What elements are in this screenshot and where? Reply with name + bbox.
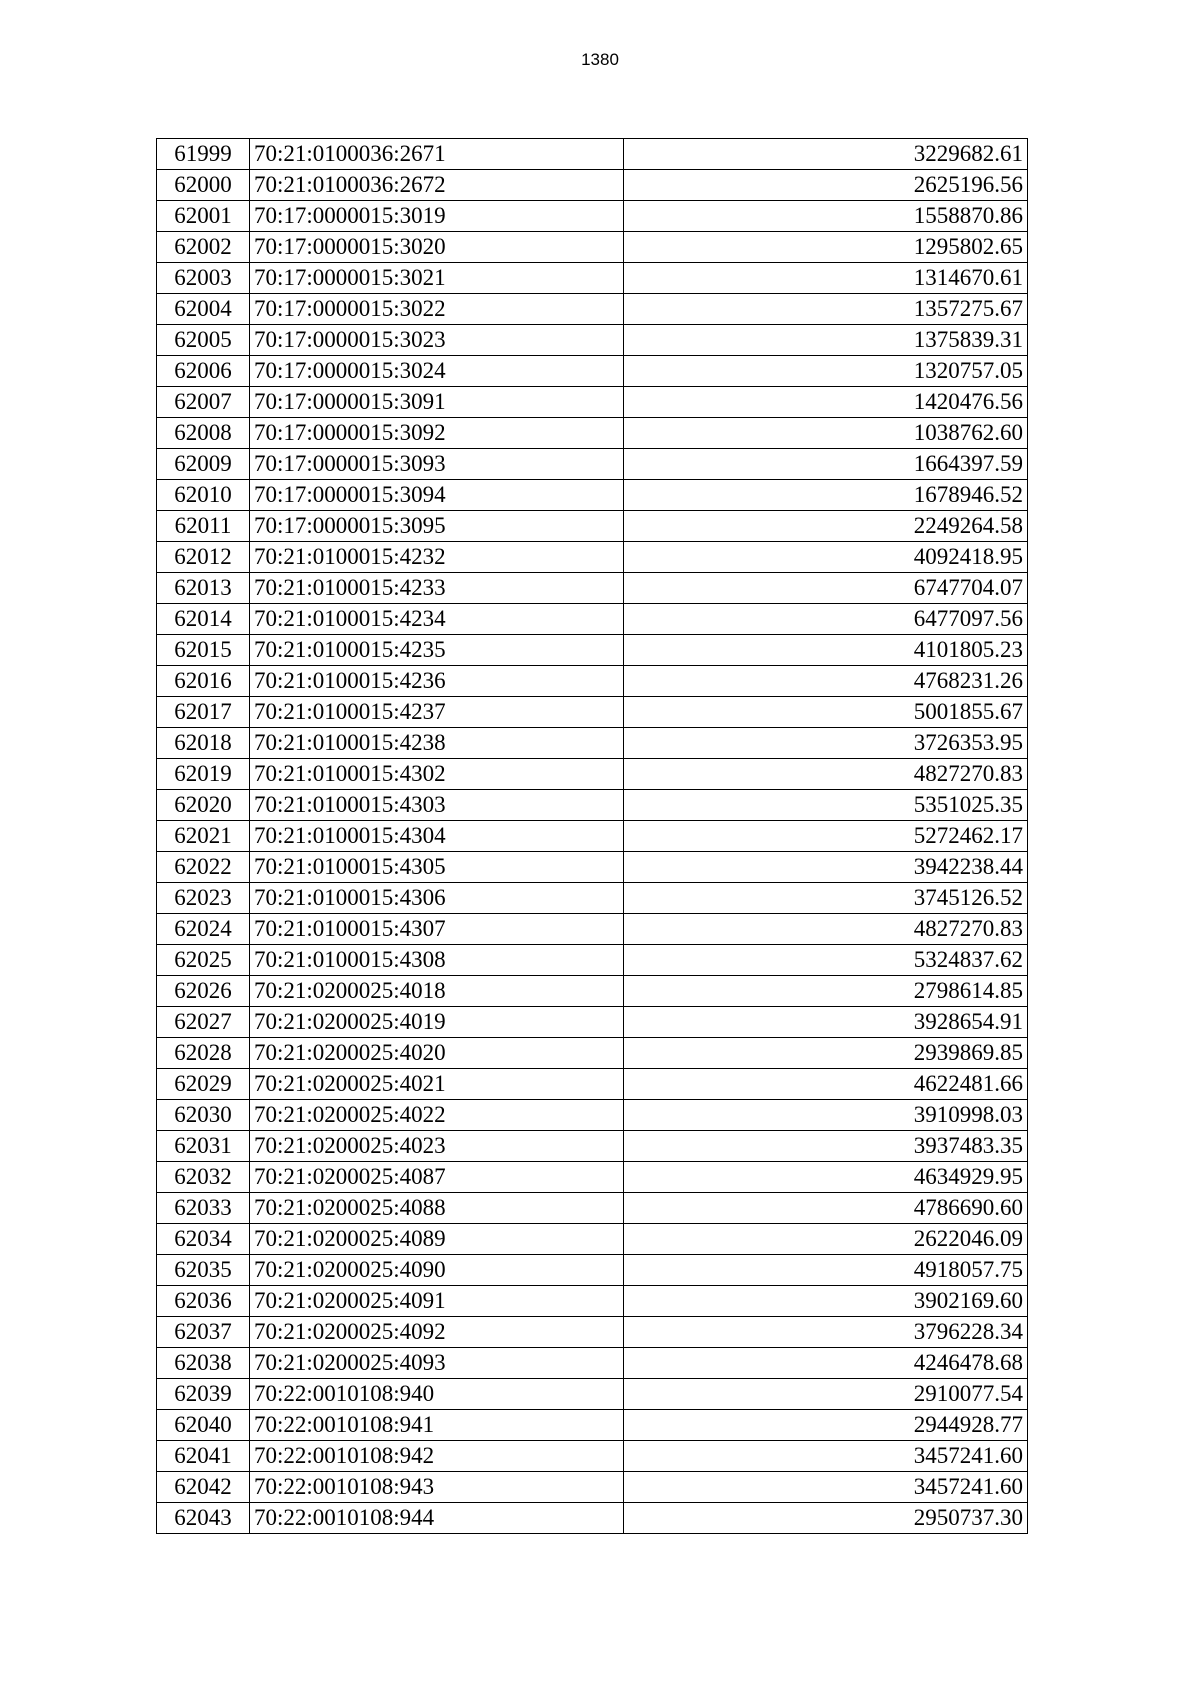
row-number-cell: 62023 bbox=[157, 883, 250, 914]
cadastral-number-cell: 70:21:0100036:2672 bbox=[250, 170, 624, 201]
cadastral-value-cell: 4786690.60 bbox=[624, 1193, 1028, 1224]
cadastral-number-cell: 70:21:0100015:4308 bbox=[250, 945, 624, 976]
cadastral-value-cell: 1420476.56 bbox=[624, 387, 1028, 418]
cadastral-number-cell: 70:21:0100015:4233 bbox=[250, 573, 624, 604]
cadastral-number-cell: 70:17:0000015:3020 bbox=[250, 232, 624, 263]
table-row bbox=[157, 1317, 1028, 1348]
row-number-cell: 62024 bbox=[157, 914, 250, 945]
row-number-cell: 62003 bbox=[157, 263, 250, 294]
cadastral-number-cell: 70:21:0100015:4234 bbox=[250, 604, 624, 635]
table-row bbox=[157, 1503, 1028, 1534]
cadastral-value-cell: 1038762.60 bbox=[624, 418, 1028, 449]
table-row bbox=[157, 604, 1028, 635]
table-row bbox=[157, 914, 1028, 945]
cadastral-number-cell: 70:21:0200025:4021 bbox=[250, 1069, 624, 1100]
row-number-cell: 62017 bbox=[157, 697, 250, 728]
table-row bbox=[157, 449, 1028, 480]
table-row bbox=[157, 945, 1028, 976]
cadastral-number-cell: 70:21:0100015:4306 bbox=[250, 883, 624, 914]
cadastral-value-cell: 2798614.85 bbox=[624, 976, 1028, 1007]
table-row bbox=[157, 635, 1028, 666]
cadastral-number-cell: 70:21:0100036:2671 bbox=[250, 139, 624, 170]
cadastral-number-cell: 70:21:0100015:4307 bbox=[250, 914, 624, 945]
cadastral-value-cell: 3726353.95 bbox=[624, 728, 1028, 759]
table-row bbox=[157, 976, 1028, 1007]
table-row bbox=[157, 1286, 1028, 1317]
cadastral-value-cell: 1314670.61 bbox=[624, 263, 1028, 294]
row-number-cell: 62000 bbox=[157, 170, 250, 201]
cadastral-value-cell: 4918057.75 bbox=[624, 1255, 1028, 1286]
row-number-cell: 62010 bbox=[157, 480, 250, 511]
cadastral-number-cell: 70:21:0200025:4022 bbox=[250, 1100, 624, 1131]
cadastral-value-cell: 5324837.62 bbox=[624, 945, 1028, 976]
cadastral-number-cell: 70:21:0200025:4018 bbox=[250, 976, 624, 1007]
row-number-cell: 62028 bbox=[157, 1038, 250, 1069]
row-number-cell: 62025 bbox=[157, 945, 250, 976]
row-number-cell: 62040 bbox=[157, 1410, 250, 1441]
table-row bbox=[157, 573, 1028, 604]
cadastral-number-cell: 70:22:0010108:940 bbox=[250, 1379, 624, 1410]
table-row bbox=[157, 480, 1028, 511]
cadastral-number-cell: 70:17:0000015:3023 bbox=[250, 325, 624, 356]
row-number-cell: 62039 bbox=[157, 1379, 250, 1410]
row-number-cell: 62012 bbox=[157, 542, 250, 573]
cadastral-number-cell: 70:21:0100015:4236 bbox=[250, 666, 624, 697]
row-number-cell: 62002 bbox=[157, 232, 250, 263]
cadastral-number-cell: 70:21:0200025:4089 bbox=[250, 1224, 624, 1255]
table-row bbox=[157, 1224, 1028, 1255]
row-number-cell: 62008 bbox=[157, 418, 250, 449]
cadastral-number-cell: 70:17:0000015:3095 bbox=[250, 511, 624, 542]
table-row bbox=[157, 759, 1028, 790]
table-row bbox=[157, 697, 1028, 728]
row-number-cell: 62004 bbox=[157, 294, 250, 325]
cadastral-number-cell: 70:17:0000015:3022 bbox=[250, 294, 624, 325]
table-row bbox=[157, 139, 1028, 170]
table-row bbox=[157, 325, 1028, 356]
row-number-cell: 62014 bbox=[157, 604, 250, 635]
row-number-cell: 62038 bbox=[157, 1348, 250, 1379]
cadastral-value-cell: 3796228.34 bbox=[624, 1317, 1028, 1348]
cadastral-value-cell: 1295802.65 bbox=[624, 232, 1028, 263]
row-number-cell: 62005 bbox=[157, 325, 250, 356]
row-number-cell: 62006 bbox=[157, 356, 250, 387]
cadastral-value-cell: 2910077.54 bbox=[624, 1379, 1028, 1410]
cadastral-number-cell: 70:21:0100015:4305 bbox=[250, 852, 624, 883]
table-row bbox=[157, 1472, 1028, 1503]
table-row bbox=[157, 821, 1028, 852]
table-row bbox=[157, 418, 1028, 449]
cadastral-value-cell: 5001855.67 bbox=[624, 697, 1028, 728]
cadastral-value-cell: 3457241.60 bbox=[624, 1472, 1028, 1503]
cadastral-value-cell: 1558870.86 bbox=[624, 201, 1028, 232]
row-number-cell: 62034 bbox=[157, 1224, 250, 1255]
table-row bbox=[157, 666, 1028, 697]
cadastral-value-cell: 2944928.77 bbox=[624, 1410, 1028, 1441]
cadastral-value-cell: 2950737.30 bbox=[624, 1503, 1028, 1534]
cadastral-number-cell: 70:21:0100015:4238 bbox=[250, 728, 624, 759]
cadastral-number-cell: 70:21:0200025:4091 bbox=[250, 1286, 624, 1317]
row-number-cell: 62033 bbox=[157, 1193, 250, 1224]
row-number-cell: 62029 bbox=[157, 1069, 250, 1100]
cadastral-value-cell: 2939869.85 bbox=[624, 1038, 1028, 1069]
cadastral-number-cell: 70:21:0200025:4093 bbox=[250, 1348, 624, 1379]
table-row bbox=[157, 1441, 1028, 1472]
cadastral-value-cell: 1357275.67 bbox=[624, 294, 1028, 325]
cadastral-number-cell: 70:21:0100015:4304 bbox=[250, 821, 624, 852]
cadastral-value-cell: 3457241.60 bbox=[624, 1441, 1028, 1472]
cadastral-value-cell: 3902169.60 bbox=[624, 1286, 1028, 1317]
cadastral-value-cell: 5351025.35 bbox=[624, 790, 1028, 821]
cadastral-number-cell: 70:21:0100015:4303 bbox=[250, 790, 624, 821]
cadastral-value-cell: 3937483.35 bbox=[624, 1131, 1028, 1162]
cadastral-number-cell: 70:22:0010108:943 bbox=[250, 1472, 624, 1503]
table-row bbox=[157, 883, 1028, 914]
cadastral-number-cell: 70:21:0100015:4237 bbox=[250, 697, 624, 728]
row-number-cell: 61999 bbox=[157, 139, 250, 170]
table-row bbox=[157, 263, 1028, 294]
cadastral-value-cell: 2249264.58 bbox=[624, 511, 1028, 542]
cadastral-number-cell: 70:21:0100015:4302 bbox=[250, 759, 624, 790]
cadastral-number-cell: 70:17:0000015:3091 bbox=[250, 387, 624, 418]
table-row bbox=[157, 542, 1028, 573]
table-row bbox=[157, 1038, 1028, 1069]
cadastral-value-cell: 3745126.52 bbox=[624, 883, 1028, 914]
cadastral-value-cell: 1375839.31 bbox=[624, 325, 1028, 356]
cadastral-value-cell: 4827270.83 bbox=[624, 759, 1028, 790]
cadastral-value-cell: 3910998.03 bbox=[624, 1100, 1028, 1131]
row-number-cell: 62036 bbox=[157, 1286, 250, 1317]
cadastral-value-table bbox=[156, 138, 1028, 1534]
cadastral-value-cell: 6747704.07 bbox=[624, 573, 1028, 604]
cadastral-value-cell: 6477097.56 bbox=[624, 604, 1028, 635]
table-row bbox=[157, 1100, 1028, 1131]
row-number-cell: 62013 bbox=[157, 573, 250, 604]
cadastral-value-cell: 1664397.59 bbox=[624, 449, 1028, 480]
cadastral-value-cell: 5272462.17 bbox=[624, 821, 1028, 852]
cadastral-number-cell: 70:21:0200025:4088 bbox=[250, 1193, 624, 1224]
table-row bbox=[157, 170, 1028, 201]
cadastral-number-cell: 70:21:0200025:4092 bbox=[250, 1317, 624, 1348]
cadastral-number-cell: 70:17:0000015:3094 bbox=[250, 480, 624, 511]
row-number-cell: 62043 bbox=[157, 1503, 250, 1534]
table-row bbox=[157, 1255, 1028, 1286]
row-number-cell: 62032 bbox=[157, 1162, 250, 1193]
row-number-cell: 62015 bbox=[157, 635, 250, 666]
cadastral-number-cell: 70:17:0000015:3024 bbox=[250, 356, 624, 387]
table-row bbox=[157, 294, 1028, 325]
row-number-cell: 62026 bbox=[157, 976, 250, 1007]
cadastral-number-cell: 70:22:0010108:944 bbox=[250, 1503, 624, 1534]
row-number-cell: 62016 bbox=[157, 666, 250, 697]
table-row bbox=[157, 201, 1028, 232]
row-number-cell: 62020 bbox=[157, 790, 250, 821]
table-row bbox=[157, 1379, 1028, 1410]
table-row bbox=[157, 1410, 1028, 1441]
cadastral-number-cell: 70:17:0000015:3021 bbox=[250, 263, 624, 294]
row-number-cell: 62019 bbox=[157, 759, 250, 790]
cadastral-number-cell: 70:21:0200025:4019 bbox=[250, 1007, 624, 1038]
cadastral-value-cell: 2625196.56 bbox=[624, 170, 1028, 201]
row-number-cell: 62037 bbox=[157, 1317, 250, 1348]
table-row bbox=[157, 1348, 1028, 1379]
cadastral-value-cell: 4634929.95 bbox=[624, 1162, 1028, 1193]
table-row bbox=[157, 852, 1028, 883]
page-number: 1380 bbox=[581, 50, 619, 69]
table-row bbox=[157, 1007, 1028, 1038]
cadastral-number-cell: 70:21:0200025:4020 bbox=[250, 1038, 624, 1069]
cadastral-value-cell: 2622046.09 bbox=[624, 1224, 1028, 1255]
cadastral-value-cell: 4101805.23 bbox=[624, 635, 1028, 666]
cadastral-number-cell: 70:21:0200025:4023 bbox=[250, 1131, 624, 1162]
cadastral-number-cell: 70:22:0010108:941 bbox=[250, 1410, 624, 1441]
cadastral-number-cell: 70:21:0100015:4235 bbox=[250, 635, 624, 666]
row-number-cell: 62011 bbox=[157, 511, 250, 542]
table-row bbox=[157, 728, 1028, 759]
row-number-cell: 62007 bbox=[157, 387, 250, 418]
row-number-cell: 62021 bbox=[157, 821, 250, 852]
cadastral-number-cell: 70:17:0000015:3019 bbox=[250, 201, 624, 232]
cadastral-value-cell: 1678946.52 bbox=[624, 480, 1028, 511]
row-number-cell: 62018 bbox=[157, 728, 250, 759]
table-body bbox=[157, 139, 1028, 1534]
cadastral-value-cell: 3928654.91 bbox=[624, 1007, 1028, 1038]
row-number-cell: 62027 bbox=[157, 1007, 250, 1038]
cadastral-number-cell: 70:17:0000015:3092 bbox=[250, 418, 624, 449]
cadastral-value-cell: 4092418.95 bbox=[624, 542, 1028, 573]
row-number-cell: 62031 bbox=[157, 1131, 250, 1162]
row-number-cell: 62035 bbox=[157, 1255, 250, 1286]
cadastral-number-cell: 70:21:0100015:4232 bbox=[250, 542, 624, 573]
cadastral-value-cell: 4827270.83 bbox=[624, 914, 1028, 945]
cadastral-value-cell: 4246478.68 bbox=[624, 1348, 1028, 1379]
table-row bbox=[157, 1131, 1028, 1162]
row-number-cell: 62022 bbox=[157, 852, 250, 883]
table-row bbox=[157, 790, 1028, 821]
table-row bbox=[157, 387, 1028, 418]
row-number-cell: 62001 bbox=[157, 201, 250, 232]
table-row bbox=[157, 1162, 1028, 1193]
cadastral-number-cell: 70:21:0200025:4087 bbox=[250, 1162, 624, 1193]
table-row bbox=[157, 511, 1028, 542]
row-number-cell: 62030 bbox=[157, 1100, 250, 1131]
cadastral-value-cell: 1320757.05 bbox=[624, 356, 1028, 387]
table-row bbox=[157, 356, 1028, 387]
cadastral-value-cell: 4768231.26 bbox=[624, 666, 1028, 697]
cadastral-value-cell: 3229682.61 bbox=[624, 139, 1028, 170]
cadastral-number-cell: 70:17:0000015:3093 bbox=[250, 449, 624, 480]
table-row bbox=[157, 232, 1028, 263]
cadastral-number-cell: 70:21:0200025:4090 bbox=[250, 1255, 624, 1286]
cadastral-value-cell: 4622481.66 bbox=[624, 1069, 1028, 1100]
cadastral-value-cell: 3942238.44 bbox=[624, 852, 1028, 883]
table-row bbox=[157, 1069, 1028, 1100]
row-number-cell: 62042 bbox=[157, 1472, 250, 1503]
row-number-cell: 62041 bbox=[157, 1441, 250, 1472]
table-row bbox=[157, 1193, 1028, 1224]
cadastral-number-cell: 70:22:0010108:942 bbox=[250, 1441, 624, 1472]
row-number-cell: 62009 bbox=[157, 449, 250, 480]
